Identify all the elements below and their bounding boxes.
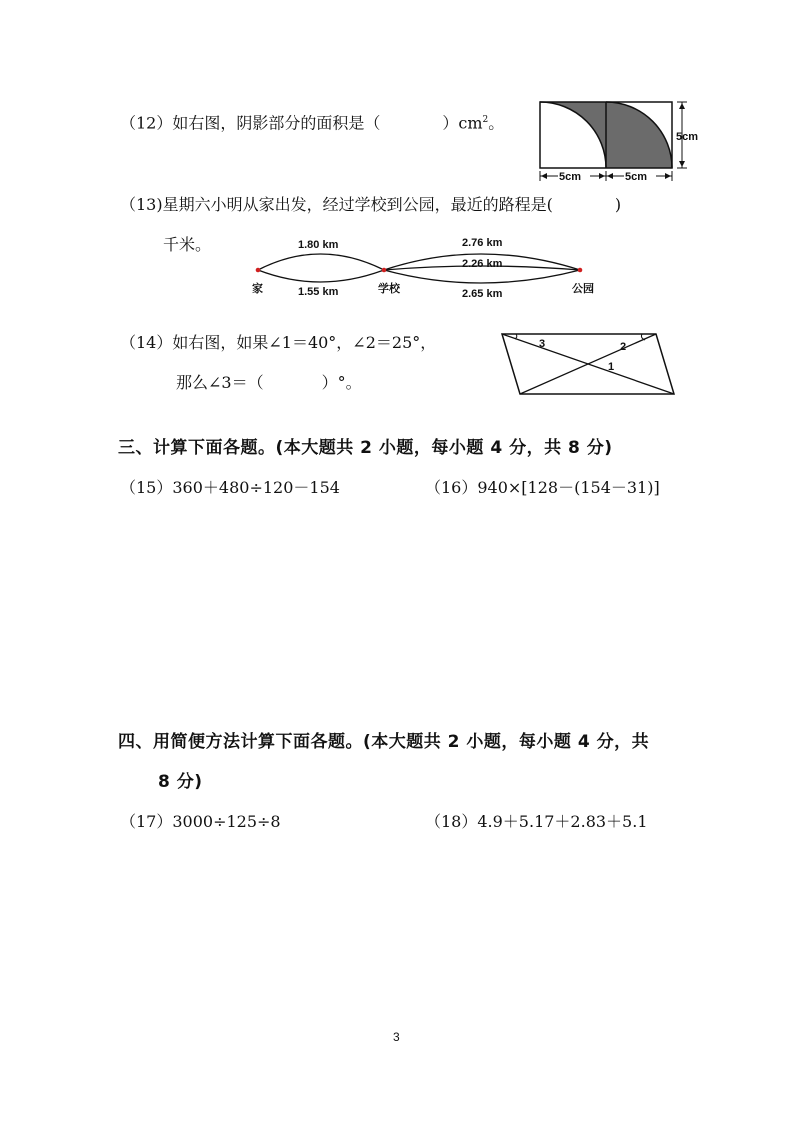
q13-figure [240, 232, 620, 304]
q13-route2-mid: 2.26 km [462, 258, 503, 270]
q14-line2-b: ）°。 [321, 373, 362, 392]
q14-line1: （14）如右图，如果∠1＝40°，∠2＝25°， [120, 333, 437, 352]
q13-unit: 千米。 [163, 235, 212, 254]
q12-end: 。 [488, 113, 505, 133]
question-13 [120, 195, 621, 215]
q14-figure [496, 328, 682, 400]
page-number: 3 [393, 1030, 400, 1044]
question-15: （15）360＋480÷120－154 [120, 478, 340, 497]
q13-route1-top: 1.80 km [298, 239, 339, 251]
q14-angle-3: 3 [539, 338, 546, 350]
q13-school-label: 学校 [378, 282, 400, 295]
q12-figure [530, 96, 710, 188]
q12-shade-right [606, 102, 672, 168]
q13-route2-bottom: 2.65 km [462, 288, 503, 300]
section-4-title-cont: 8 分) [158, 772, 203, 792]
q14-angle-2: 2 [620, 341, 627, 353]
q12-sup: 2 [482, 115, 489, 125]
question-12 [120, 110, 504, 133]
q13-home-label: 家 [252, 282, 263, 295]
q14-angle-1: 1 [608, 361, 615, 373]
q13-route2-top: 2.76 km [462, 237, 503, 249]
q13-route1-bottom: 1.55 km [298, 286, 339, 298]
q12-height-label: 5cm [676, 131, 699, 143]
q14-line2-a: 那么∠3＝（ [176, 373, 264, 392]
q12-text: （12）如右图，阴影部分的面积是（ [120, 113, 381, 133]
q12-width-right-label: 5cm [625, 171, 648, 183]
section-4-title: 四、用简便方法计算下面各题。(本大题共 2 小题，每小题 4 分，共 [118, 732, 650, 752]
section-3-title: 三、计算下面各题。(本大题共 2 小题，每小题 4 分，共 8 分) [118, 438, 613, 458]
q12-width-left-label: 5cm [559, 171, 582, 183]
question-16: （16）940×[128－(154－31)] [425, 478, 660, 497]
q13-park-label: 公园 [572, 282, 594, 295]
q12-close: ）cm [442, 113, 483, 133]
q12-shade-left [540, 102, 606, 168]
question-18: （18）4.9＋5.17＋2.83＋5.1 [425, 812, 648, 831]
q13-text: （13)星期六小明从家出发，经过学校到公园，最近的路程是( [120, 195, 553, 214]
question-17: （17）3000÷125÷8 [120, 812, 281, 831]
q14-line2 [176, 373, 362, 393]
q13-close: ) [614, 195, 622, 214]
